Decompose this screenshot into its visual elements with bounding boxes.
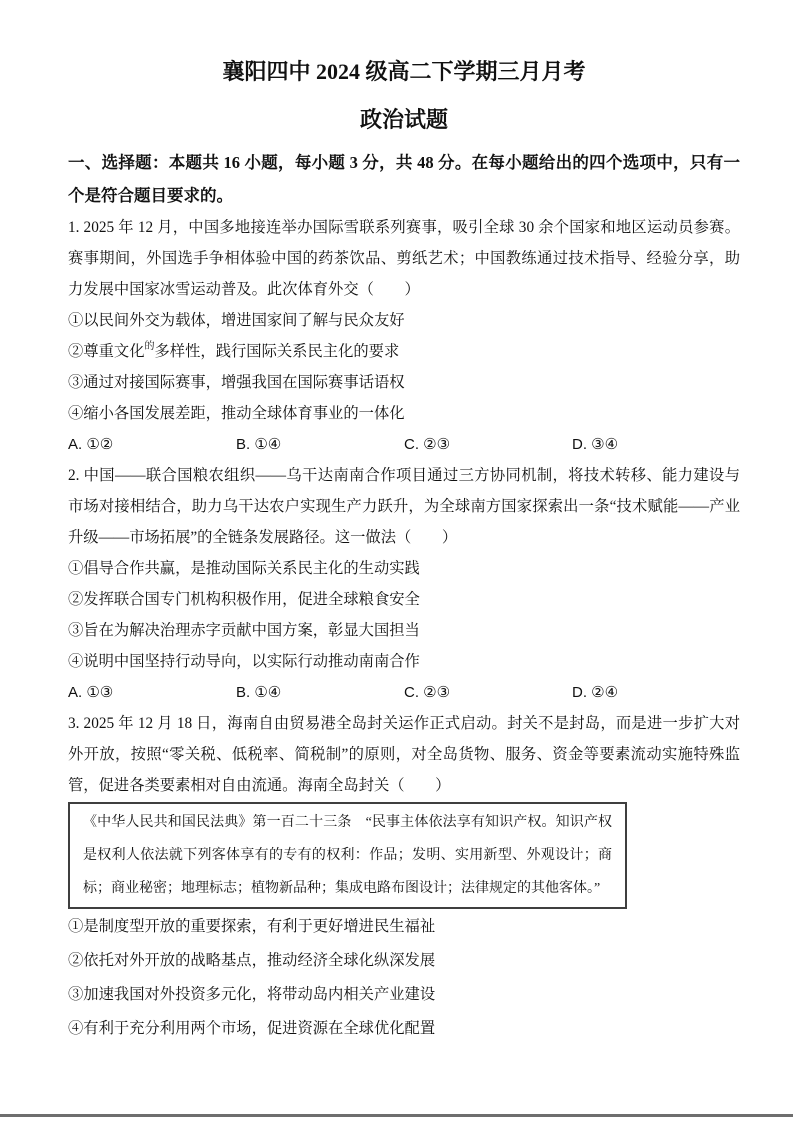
choice-d: D. ②④ <box>572 684 619 701</box>
question-2-option-4: ④说明中国坚持行动导向，以实际行动推动南南合作 <box>68 653 420 670</box>
law-quote-box <box>68 802 627 909</box>
law-quote-text: 《中华人民共和国民法典》第一百二十三条 “民事主体依法享有知识产权。知识产权是权利人依法就下列客体享有的专有的权利：作品；发明、实用新型、外观设计；商标；商业秘密；地理标志；植物新品种；集成电路布图设计；法律规定的其他客体。” <box>83 815 612 896</box>
question-2-option-1: ①倡导合作共赢，是推动国际关系民主化的生动实践 <box>68 560 420 577</box>
question-3-stem: 3. 2025 年 12 月 18 日，海南自由贸易港全岛封关运作正式启动。封关不是封岛，而是进一步扩大对外开放，按照“零关税、低税率、简税制”的原则，对全岛货物、服务、资金等要素流动实施特殊监管，促进各类要素相对自由流通。海南全岛封关（ ） <box>68 715 740 794</box>
option-2-suffix: 多样性，践行国际关系民主化的要求 <box>154 343 400 360</box>
doc-title: 襄阳四中 2024 级高二下学期三月月考 <box>222 59 586 84</box>
choice-c: C. ②③ <box>404 684 451 701</box>
question-2-choices-row <box>68 677 740 708</box>
question-2-option-2: ②发挥联合国专门机构积极作用，促进全球粮食安全 <box>68 591 420 608</box>
choice-d: D. ③④ <box>572 436 619 453</box>
question-3-option-4: ④有利于充分利用两个市场，促进资源在全球优化配置 <box>68 1020 436 1037</box>
question-1-option-2 <box>68 336 740 367</box>
choice-a: A. ①③ <box>68 684 114 701</box>
question-1-option-1: ①以民间外交为载体，增进国家间了解与民众友好 <box>68 312 405 329</box>
question-3-options <box>68 910 740 1046</box>
section-heading: 一、选择题：本题共 16 小题，每小题 3 分，共 48 分。在每小题给出的四个选项中，只有一个是符合题目要求的。 <box>68 153 740 205</box>
question-3-option-3: ③加速我国对外投资多元化，将带动岛内相关产业建设 <box>68 986 436 1003</box>
question-1-option-3: ③通过对接国际赛事，增强我国在国际赛事话语权 <box>68 374 405 391</box>
choice-c: C. ②③ <box>404 436 451 453</box>
question-3-block <box>68 708 740 1046</box>
option-2-prefix: ②尊重文化 <box>68 343 145 360</box>
question-2-stem: 2. 中国——联合国粮农组织——乌干达南南合作项目通过三方协同机制，将技术转移、能力建设与市场对接相结合，助力乌干达农户实现生产力跃升，为全球南方国家探索出一条“技术赋能——产业升级——市场拓展”的全链条发展路径。这一做法（ ） <box>68 467 740 546</box>
question-3-option-1: ①是制度型开放的重要探索，有利于更好增进民生福祉 <box>68 918 436 935</box>
question-2-block <box>68 460 740 708</box>
bottom-page-edge <box>0 1114 793 1117</box>
option-2-inserted-char: 的 <box>144 341 155 352</box>
choice-b: B. ①④ <box>236 436 282 453</box>
choice-b: B. ①④ <box>236 684 282 701</box>
question-1-option-4: ④缩小各国发展差距，推动全球体育事业的一体化 <box>68 405 405 422</box>
page-content <box>68 58 740 1046</box>
choice-a: A. ①② <box>68 436 114 453</box>
question-1-choices-row <box>68 429 740 460</box>
question-2-option-3: ③旨在为解决治理赤字贡献中国方案，彰显大国担当 <box>68 622 420 639</box>
question-1-block <box>68 212 740 460</box>
doc-subtitle: 政治试题 <box>359 107 448 132</box>
question-3-option-2: ②依托对外开放的战略基点，推动经济全球化纵深发展 <box>68 952 436 969</box>
question-1-stem: 1. 2025 年 12 月，中国多地接连举办国际雪联系列赛事，吸引全球 30 余个国家和地区运动员参赛。赛事期间，外国选手争相体验中国的药茶饮品、剪纸艺术；中国教练通过技术指导、经验分享，助力发展中国家冰雪运动普及。此次体育外交（ ） <box>68 219 740 298</box>
